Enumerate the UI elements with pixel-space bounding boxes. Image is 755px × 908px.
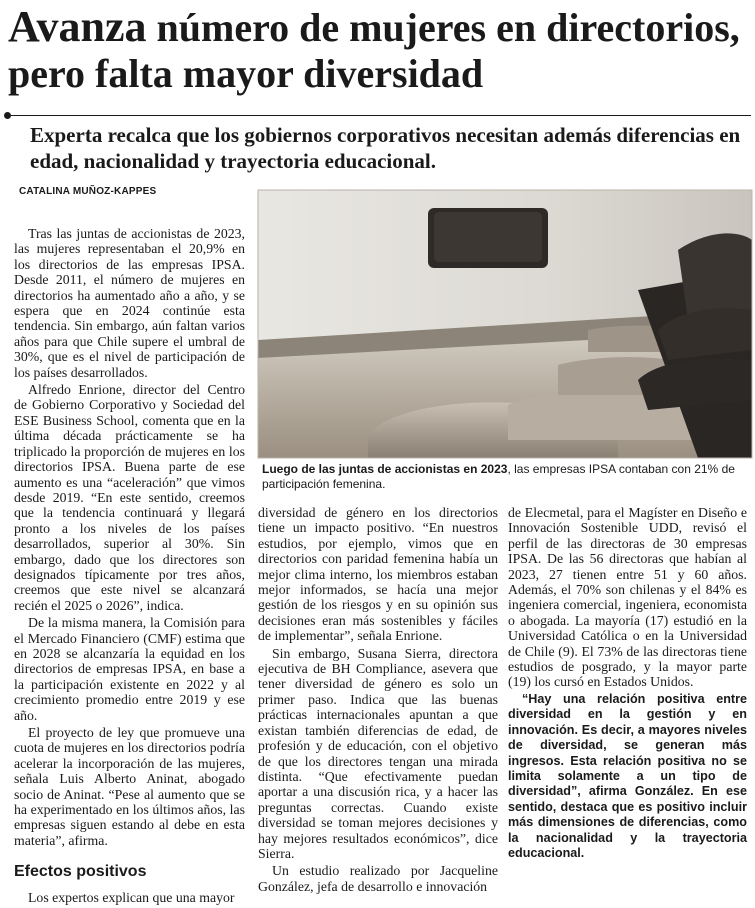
column-3 <box>508 505 747 863</box>
section-heading: Efectos positivos <box>14 863 147 881</box>
paragraph: El proyecto de ley que promueve una cuota de mujeres en los directorios podría acelerar la incorporación de las mujeres, señala Luis Alberto Aninat, abogado socio de Aninat. “Pese al aumento que se ha experimentado en los últimos años, las empresas siguen estando al debe en esta materia”, afirma. <box>14 725 245 848</box>
headline-rest: número de mujeres en directorios, pero falta mayor diversidad <box>8 5 740 96</box>
caption-bold: Luego de las juntas de accionistas en 2023 <box>262 462 508 476</box>
paragraph: diversidad de género en los directorios tiene un impacto positivo. “En nuestros estudios, por ejemplo, vimos que en directorios con paridad femenina había un mejor clima interno, los miembros estaban mejor informados, se hacía una mejor gestión de los riesgos y en su opinión sus decisiones eran más sostenibles y fáciles de implementar”, señala Enrione. <box>258 505 498 644</box>
subheadline: Experta recalca que los gobiernos corporativos necesitan además diferencias en edad, nacionalidad y trayectoria educacional. <box>30 123 741 173</box>
caption-rest: , las empresas IPSA contaban con 21% de participación femenina. <box>262 462 735 491</box>
paragraph: Sin embargo, Susana Sierra, directora ejecutiva de BH Compliance, asevera que tener diversidad de género es solo un primer paso. Indica que las buenas prácticas internacionales apuntan a que existan también diferencias de edad, de profesión y de educación, con el objetivo de que los directores tengan una mirada distinta. “Que efectivamente puedan aportar a una discusión rica, y a hacer las preguntas correctas. Cuando existe diversidad se toman mejores decisiones y hay mejores resultados económicos”, dice Sierra. <box>258 645 498 861</box>
headline-rule <box>11 115 751 116</box>
paragraph: De la misma manera, la Comisión para el Mercado Financiero (CMF) estima que en 2028 se alcanzaría la equidad en los directorios de empresas IPSA, en base a la participación existente en 2022 y al crecimiento promedio entre 2019 y ese año. <box>14 615 245 723</box>
boardroom-chairs-photo <box>258 190 752 458</box>
column-1 <box>14 226 245 908</box>
byline: CATALINA MUÑOZ-KAPPES <box>19 186 157 197</box>
headline-rule-dot <box>4 112 11 119</box>
paragraph: Los expertos explican que una mayor <box>28 890 235 906</box>
photo-caption <box>262 462 748 492</box>
headline-lead-word: Avanza <box>8 2 147 51</box>
column-2 <box>258 505 498 896</box>
highlighted-paragraph: “Hay una relación positiva entre diversidad en la gestión y en innovación. Es decir, a mayores niveles de diversidad, se generan más ingresos. Esta relación positiva no se limita solamente a un tipo de diversidad”, afirma González. En ese sentido, destaca que es positivo incluir más dimensiones de diferencias, como la nacionalidad y la trayectoria educacional. <box>508 691 747 860</box>
headline <box>8 4 748 97</box>
paragraph: Alfredo Enrione, director del Centro de Gobierno Corporativo y Sociedad del ESE Business School, comenta que en la última década prácticamente se ha triplicado la proporción de mujeres en los directorios IPSA. Buena parte de ese aumento es una “aceleración” que vimos desde 2019. “En este sentido, creemos que la tendencia continuará y llegará pronto a los niveles de los países desarrollados, superior al 30%. Sin embargo, dado que los directores son designados típicamente por tres años, creemos que este nivel se alcanzará recién el 2025 o 2026”, indica. <box>14 382 245 613</box>
paragraph: Tras las juntas de accionistas de 2023, las mujeres representaban el 20,9% en los directorios de las empresas IPSA. Desde 2011, el número de mujeres en directorios ha aumentado año a año, y se espera que en 2024 continúe esta tendencia. Sin embargo, aún faltan varios años para que Chile supere el umbral de 30%, que es el nivel de participación de los países desarrollados. <box>14 226 245 380</box>
paragraph: Un estudio realizado por Jacqueline González, jefa de desarrollo e innovación <box>258 863 498 894</box>
paragraph: de Elecmetal, para el Magíster en Diseño e Innovación Sostenible UDD, revisó el perfil de las directoras de 30 empresas IPSA. De las 56 directoras que habían al 2023, 27 tienen entre 51 y 60 años. Además, el 70% son chilenas y el 84% es ingeniera comercial, ingeniera, economista o abogada. La mayoría (17) estudió en la Universidad Católica o en la Universidad de Chile (9). El 73% de las directoras tiene estudios de posgrado, y la mayor parte (19) los cursó en Estados Unidos. <box>508 505 747 690</box>
